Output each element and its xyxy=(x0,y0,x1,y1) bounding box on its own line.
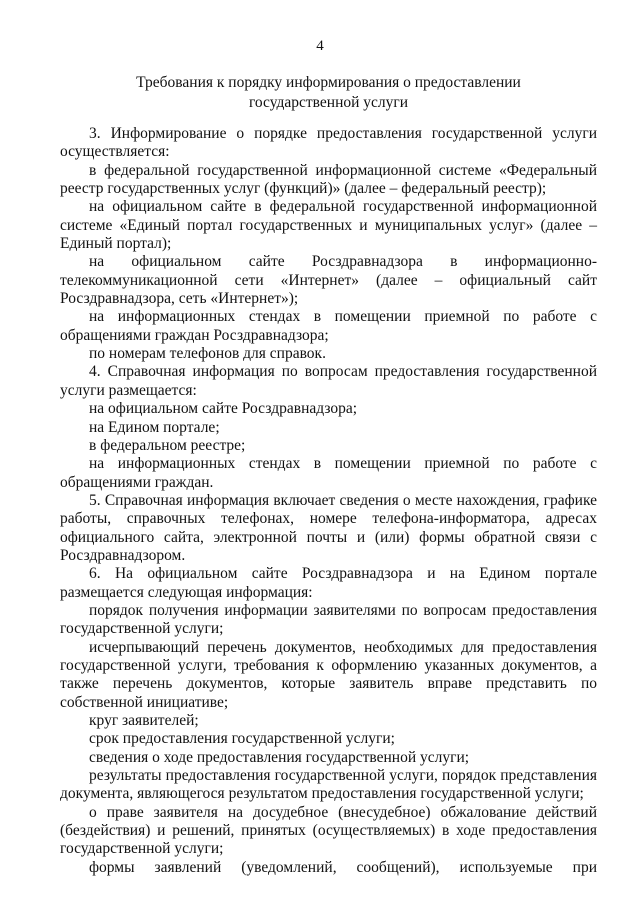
paragraph: на официальном сайте в федеральной государственной информационной системе «Единый портал государственных и муниципальных услуг» (далее – Единый портал); xyxy=(60,198,597,253)
paragraph: порядок получения информации заявителями по вопросам предоставления государственной услуги; xyxy=(60,601,597,638)
paragraph: 6. На официальном сайте Росздравнадзора и на Едином портале размещается следующая информация: xyxy=(60,565,597,601)
paragraph: результаты предоставления государственной услуги, порядок представления документа, являющегося результатом предоставления государственной услуги; xyxy=(60,767,597,803)
paragraph: о праве заявителя на досудебное (внесудебное) обжалование действий (бездействия) и решений, принятых (осуществляемых) в ходе предоставления государственной услуги; xyxy=(60,803,597,858)
paragraph: на информационных стендах в помещении приемной по работе с обращениями граждан Росздравнадзора; xyxy=(60,308,597,344)
section-heading xyxy=(60,73,597,113)
section-heading-line-2: государственной услуги xyxy=(248,94,409,111)
paragraph: на официальном сайте Росздравнадзора; xyxy=(89,400,358,418)
paragraph: формы заявлений (уведомлений, сообщений), используемые при xyxy=(89,858,597,876)
paragraph: 3. Информирование о порядке предоставления государственной услуги осуществляется: xyxy=(60,125,597,161)
paragraph: в федеральном реестре; xyxy=(89,436,246,454)
paragraph: исчерпывающий перечень документов, необходимых для предоставления государственной услуги, требования к оформлению указанных документов, а также перечень документов, которые заявитель вправе представить по собственной инициативе; xyxy=(60,638,597,711)
paragraph: в федеральной государственной информационной системе «Федеральный реестр государственных услуг (функций)» (далее – федеральный реестр); xyxy=(60,161,597,198)
paragraph: срок предоставления государственной услуги; xyxy=(89,730,395,748)
paragraph: круг заявителей; xyxy=(89,712,199,729)
paragraph: 5. Справочная информация включает сведения о месте нахождения, графике работы, справочных телефонах, номере телефона-информатора, адресах официального сайта, электронной почты и (или) формы обратной связи с Росздравнадзором. xyxy=(60,491,597,564)
document-body xyxy=(60,125,597,877)
paragraph: 4. Справочная информация по вопросам предоставления государственной услуги размещается: xyxy=(60,363,597,399)
paragraph: на официальном сайте Росздравнадзора в информационно-телекоммуникационной сети «Интернет» (далее – официальный сайт Росздравнадзора, сеть «Интернет»); xyxy=(60,253,597,308)
paragraph: по номерам телефонов для справок. xyxy=(89,345,326,363)
paragraph: на информационных стендах в помещении приемной по работе с обращениями граждан. xyxy=(60,455,597,491)
section-heading-line-1: Требования к порядку информирования о предоставлении xyxy=(136,74,521,91)
page-number: 4 xyxy=(316,38,324,54)
paragraph: на Едином портале; xyxy=(89,418,220,436)
paragraph: сведения о ходе предоставления государственной услуги; xyxy=(89,748,470,766)
